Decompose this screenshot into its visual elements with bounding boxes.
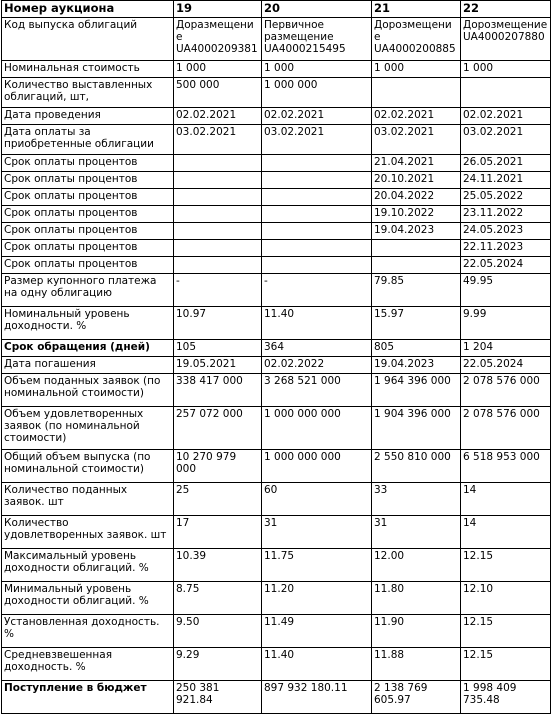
table-row xyxy=(2,155,551,172)
row-label-cell: Срок оплаты процентов xyxy=(2,172,174,189)
value-cell: 03.02.2021 xyxy=(461,125,551,155)
value-cell: 12.15 xyxy=(461,648,551,681)
value-cell: 26.05.2021 xyxy=(461,155,551,172)
row-label-cell: Срок оплаты процентов xyxy=(2,206,174,223)
value-cell: 25 xyxy=(174,483,262,516)
table-row xyxy=(2,61,551,78)
table-row xyxy=(2,483,551,516)
header-cell: Номер аукциона xyxy=(2,1,174,18)
value-cell: 250 381 921.84 xyxy=(174,681,262,714)
table-row xyxy=(2,582,551,615)
value-cell xyxy=(461,78,551,108)
table-body xyxy=(2,1,551,714)
value-cell xyxy=(174,223,262,240)
value-cell: 79.85 xyxy=(372,274,461,307)
value-cell: 1 964 396 000 xyxy=(372,374,461,407)
value-cell: 02.02.2021 xyxy=(461,108,551,125)
table-row xyxy=(2,206,551,223)
value-cell: 9.99 xyxy=(461,307,551,340)
value-cell: 24.05.2023 xyxy=(461,223,551,240)
table-row xyxy=(2,223,551,240)
row-label-cell: Срок оплаты процентов xyxy=(2,223,174,240)
value-cell: 1 904 396 000 xyxy=(372,407,461,450)
row-label-cell: Срок оплаты процентов xyxy=(2,240,174,257)
value-cell: - xyxy=(174,274,262,307)
value-cell: 500 000 xyxy=(174,78,262,108)
row-label-cell: Количество поданных заявок. шт xyxy=(2,483,174,516)
table-row xyxy=(2,516,551,549)
value-cell xyxy=(174,240,262,257)
value-cell: 02.02.2022 xyxy=(262,357,372,374)
value-cell: 1 000 xyxy=(174,61,262,78)
value-cell xyxy=(262,223,372,240)
row-label-cell: Количество выставленных облигаций, шт, xyxy=(2,78,174,108)
table-row xyxy=(2,407,551,450)
value-cell: 23.11.2022 xyxy=(461,206,551,223)
value-cell: 12.00 xyxy=(372,549,461,582)
row-label-cell: Объем поданных заявок (по номинальной стоимости) xyxy=(2,374,174,407)
table-row xyxy=(2,274,551,307)
table-row xyxy=(2,78,551,108)
table-row xyxy=(2,357,551,374)
table-row xyxy=(2,172,551,189)
value-cell: 14 xyxy=(461,483,551,516)
value-cell xyxy=(372,240,461,257)
value-cell: 338 417 000 xyxy=(174,374,262,407)
row-label-cell: Размер купонного платежа на одну облигацию xyxy=(2,274,174,307)
value-cell: 11.75 xyxy=(262,549,372,582)
value-cell: 1 000 000 000 xyxy=(262,407,372,450)
table-row xyxy=(2,549,551,582)
row-label-cell: Средневзвешенная доходность. % xyxy=(2,648,174,681)
value-cell xyxy=(262,206,372,223)
value-cell: 9.29 xyxy=(174,648,262,681)
value-cell: 24.11.2021 xyxy=(461,172,551,189)
value-cell xyxy=(262,189,372,206)
value-cell: 257 072 000 xyxy=(174,407,262,450)
row-label-cell: Общий объем выпуска (по номинальной стоимости) xyxy=(2,450,174,483)
table-row xyxy=(2,450,551,483)
auction-results-table xyxy=(1,0,551,714)
table-row xyxy=(2,340,551,357)
value-cell: 11.49 xyxy=(262,615,372,648)
value-cell: 3 268 521 000 xyxy=(262,374,372,407)
table-row xyxy=(2,374,551,407)
value-cell: 33 xyxy=(372,483,461,516)
row-label-cell: Количество удовлетворенных заявок. шт xyxy=(2,516,174,549)
row-label-cell: Объем удовлетворенных заявок (по номинальной стоимости) xyxy=(2,407,174,450)
value-cell: 11.90 xyxy=(372,615,461,648)
value-cell: 21.04.2021 xyxy=(372,155,461,172)
value-cell: 6 518 953 000 xyxy=(461,450,551,483)
row-label-cell: Установленная доходность. % xyxy=(2,615,174,648)
value-cell xyxy=(174,257,262,274)
value-cell: - xyxy=(262,274,372,307)
value-cell: 1 204 xyxy=(461,340,551,357)
value-cell: 1 000 xyxy=(262,61,372,78)
value-cell: 15.97 xyxy=(372,307,461,340)
value-cell: 12.15 xyxy=(461,615,551,648)
value-cell: 17 xyxy=(174,516,262,549)
value-cell: 805 xyxy=(372,340,461,357)
value-cell: 03.02.2021 xyxy=(262,125,372,155)
row-label-cell: Код выпуска облигаций xyxy=(2,18,174,61)
value-cell: 60 xyxy=(262,483,372,516)
value-cell: 20.04.2022 xyxy=(372,189,461,206)
value-cell: 03.02.2021 xyxy=(372,125,461,155)
value-cell: Дорозмещение UA4000200885 xyxy=(372,18,461,61)
value-cell: Дорозмещение UA4000207880 xyxy=(461,18,551,61)
row-label-cell: Поступление в бюджет xyxy=(2,681,174,714)
value-cell: 105 xyxy=(174,340,262,357)
value-cell: 22.05.2024 xyxy=(461,257,551,274)
row-label-cell: Дата проведения xyxy=(2,108,174,125)
value-cell: 49.95 xyxy=(461,274,551,307)
row-label-cell: Максимальный уровень доходности облигаций. % xyxy=(2,549,174,582)
row-label-cell: Срок обращения (дней) xyxy=(2,340,174,357)
value-cell: 02.02.2021 xyxy=(372,108,461,125)
value-cell: 12.10 xyxy=(461,582,551,615)
value-cell: 19.04.2023 xyxy=(372,223,461,240)
value-cell: 1 998 409 735.48 xyxy=(461,681,551,714)
table-row xyxy=(2,240,551,257)
value-cell: 8.75 xyxy=(174,582,262,615)
value-cell: 14 xyxy=(461,516,551,549)
value-cell: 10 270 979 000 xyxy=(174,450,262,483)
value-cell: 897 932 180.11 xyxy=(262,681,372,714)
table-row xyxy=(2,681,551,714)
value-cell xyxy=(174,155,262,172)
value-cell: 1 000 000 000 xyxy=(262,450,372,483)
value-cell: Первичное размещение UA4000215495 xyxy=(262,18,372,61)
value-cell: 2 078 576 000 xyxy=(461,407,551,450)
table-row xyxy=(2,108,551,125)
row-label-cell: Срок оплаты процентов xyxy=(2,257,174,274)
value-cell: 22.05.2024 xyxy=(461,357,551,374)
value-cell: 10.39 xyxy=(174,549,262,582)
value-cell: 25.05.2022 xyxy=(461,189,551,206)
row-label-cell: Номинальный уровень доходности. % xyxy=(2,307,174,340)
value-cell: 11.40 xyxy=(262,648,372,681)
row-label-cell: Номинальная стоимость xyxy=(2,61,174,78)
header-cell: 19 xyxy=(174,1,262,18)
value-cell: 11.40 xyxy=(262,307,372,340)
table-row xyxy=(2,125,551,155)
value-cell xyxy=(174,172,262,189)
value-cell xyxy=(174,189,262,206)
row-label-cell: Срок оплаты процентов xyxy=(2,155,174,172)
header-cell: 21 xyxy=(372,1,461,18)
table-row xyxy=(2,18,551,61)
value-cell: 11.20 xyxy=(262,582,372,615)
value-cell: 11.80 xyxy=(372,582,461,615)
value-cell: 11.88 xyxy=(372,648,461,681)
value-cell xyxy=(174,206,262,223)
value-cell: 2 550 810 000 xyxy=(372,450,461,483)
value-cell: 19.04.2023 xyxy=(372,357,461,374)
value-cell: 02.02.2021 xyxy=(174,108,262,125)
value-cell xyxy=(262,172,372,189)
value-cell: 19.05.2021 xyxy=(174,357,262,374)
value-cell: 22.11.2023 xyxy=(461,240,551,257)
table-row xyxy=(2,189,551,206)
table-row xyxy=(2,615,551,648)
value-cell: Доразмещение UA4000209381 xyxy=(174,18,262,61)
value-cell xyxy=(372,257,461,274)
table-row xyxy=(2,307,551,340)
value-cell: 1 000 xyxy=(461,61,551,78)
value-cell xyxy=(262,257,372,274)
value-cell: 12.15 xyxy=(461,549,551,582)
value-cell xyxy=(372,78,461,108)
value-cell xyxy=(262,155,372,172)
value-cell: 2 138 769 605.97 xyxy=(372,681,461,714)
value-cell: 1 000 xyxy=(372,61,461,78)
table-row xyxy=(2,257,551,274)
value-cell: 1 000 000 xyxy=(262,78,372,108)
value-cell: 02.02.2021 xyxy=(262,108,372,125)
value-cell: 20.10.2021 xyxy=(372,172,461,189)
header-cell: 20 xyxy=(262,1,372,18)
value-cell: 31 xyxy=(372,516,461,549)
table-header-row xyxy=(2,1,551,18)
value-cell: 364 xyxy=(262,340,372,357)
value-cell: 9.50 xyxy=(174,615,262,648)
row-label-cell: Дата погашения xyxy=(2,357,174,374)
value-cell xyxy=(262,240,372,257)
value-cell: 31 xyxy=(262,516,372,549)
table-row xyxy=(2,648,551,681)
value-cell: 2 078 576 000 xyxy=(461,374,551,407)
value-cell: 19.10.2022 xyxy=(372,206,461,223)
row-label-cell: Дата оплаты за приобретенные облигации xyxy=(2,125,174,155)
value-cell: 03.02.2021 xyxy=(174,125,262,155)
value-cell: 10.97 xyxy=(174,307,262,340)
row-label-cell: Срок оплаты процентов xyxy=(2,189,174,206)
row-label-cell: Минимальный уровень доходности облигаций. % xyxy=(2,582,174,615)
header-cell: 22 xyxy=(461,1,551,18)
